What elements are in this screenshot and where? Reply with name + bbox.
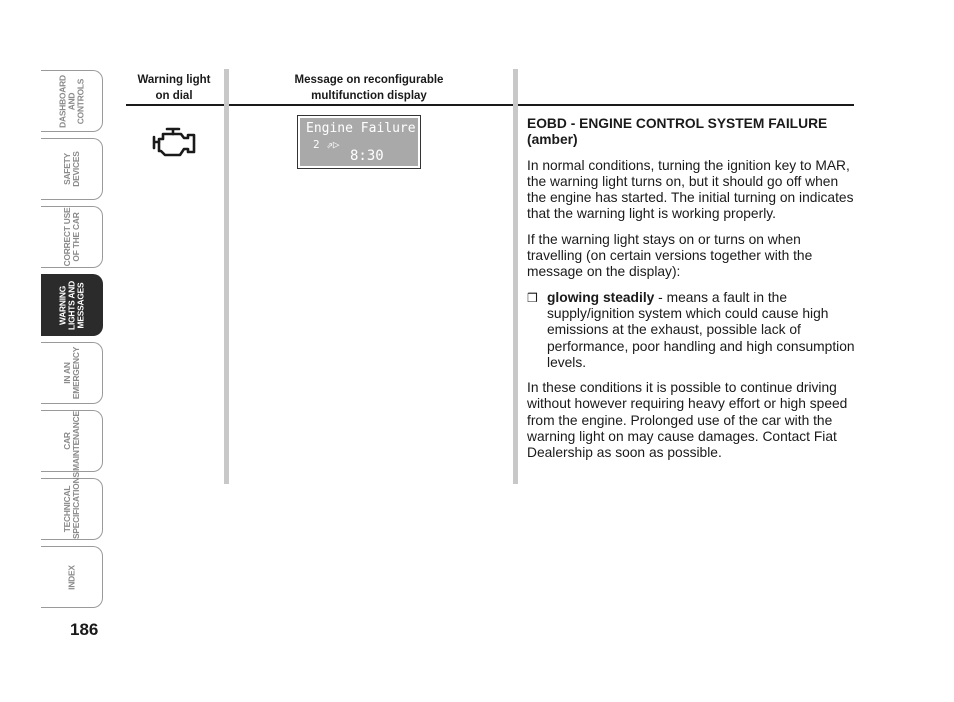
- column-separator: [513, 69, 518, 484]
- display-message: Engine Failure: [306, 121, 416, 136]
- paragraph-when-travelling: If the warning light stays on or turns on when travelling (on certain versions together with the message on the display):: [527, 231, 813, 280]
- tab-safety-devices[interactable]: [41, 138, 103, 200]
- warning-light-column-header: Warning light on dial: [137, 74, 211, 102]
- checkbox-bullet-icon: ❒: [527, 290, 538, 305]
- tab-in-an-emergency[interactable]: [41, 342, 103, 404]
- gear-indicator: 2 ⇗▷: [313, 138, 340, 151]
- paragraph-normal-conditions: In normal conditions, turning the ignition key to MAR, the warning light turns on, but it should go off when the engine has started. The initial turning on indicates that the warning light is working properly.: [527, 157, 854, 222]
- tab-label: IN AN EMERGENCY: [61, 346, 81, 400]
- tab-dashboard-and-controls[interactable]: [41, 70, 103, 132]
- tab-label: TECHNICAL SPECIFICATIONS: [61, 472, 81, 539]
- column-separator: [224, 69, 229, 484]
- tab-warning-lights-and-messages[interactable]: [41, 274, 103, 336]
- display-message-column-header: Message on reconfigurable multifunction display: [294, 74, 444, 102]
- tab-label: WARNING LIGHTS AND MESSAGES: [57, 280, 85, 330]
- tab-car-maintenance[interactable]: [41, 410, 103, 472]
- tab-label: SAFETY DEVICES: [61, 151, 81, 187]
- engine-check-icon: [151, 125, 197, 159]
- multifunction-display: [297, 115, 421, 169]
- bullet-term: glowing steadily: [547, 289, 655, 305]
- bullet-body: [547, 290, 857, 371]
- list-item: [527, 290, 857, 371]
- header-rule: [126, 104, 854, 106]
- paragraph-continue-driving: In these conditions it is possible to continue driving without however requiring heavy effort or high speed from the engine. Prolonged use of the car with the warning light on may cause damages. Contact Fiat Dealership as soon as possible.: [527, 380, 848, 461]
- section-title: EOBD - ENGINE CONTROL SYSTEM FAILURE (amber): [527, 116, 828, 148]
- bullet-description: - means a fault in the supply/ignition system which could cause high emissions at the exhaust, possible lack of performance, poor handling and high consumption levels.: [547, 289, 855, 370]
- tab-index[interactable]: [41, 546, 103, 608]
- tab-label: DASHBOARD AND CONTROLS: [57, 74, 85, 128]
- page-number: 186: [70, 620, 99, 639]
- description-column: [527, 116, 857, 471]
- tab-technical-specifications[interactable]: [41, 472, 103, 540]
- tab-label: CORRECT USE OF THE CAR: [61, 207, 81, 267]
- tab-label: CAR MAINTENANCE: [61, 411, 81, 471]
- tab-label: INDEX: [66, 564, 76, 590]
- clock-readout: 8:30: [350, 148, 384, 164]
- tab-correct-use[interactable]: [41, 206, 103, 268]
- display-screen: [300, 118, 418, 166]
